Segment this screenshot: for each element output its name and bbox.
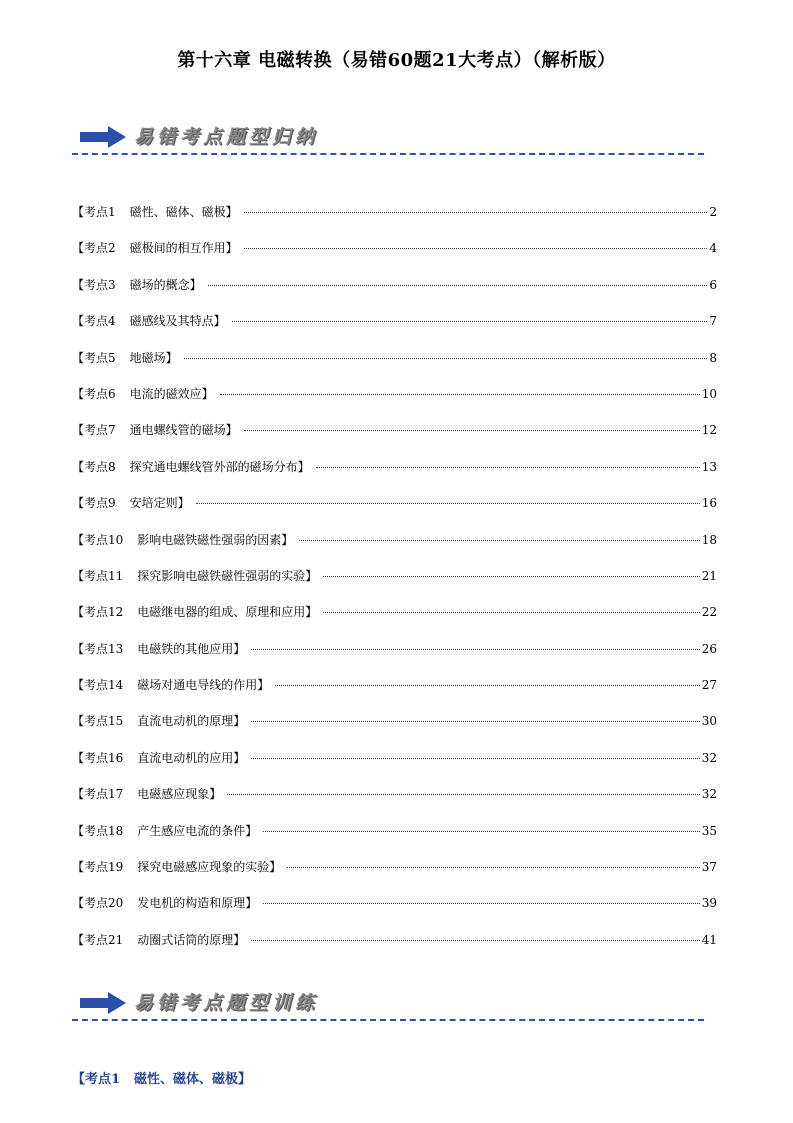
toc-page-number: 13 bbox=[701, 459, 717, 474]
section-text: 磁性、磁体、磁极】 bbox=[134, 1072, 252, 1087]
toc-entry-text: 探究影响电磁铁磁性强弱的实验】 bbox=[137, 568, 318, 583]
toc-entry-text: 动圈式话筒的原理】 bbox=[137, 932, 246, 947]
toc-entry-label bbox=[72, 494, 190, 511]
toc-entry[interactable] bbox=[72, 203, 717, 239]
toc-page-number: 27 bbox=[701, 678, 717, 693]
toc-entry-num: 【考点15 bbox=[72, 714, 124, 729]
toc-entry[interactable] bbox=[72, 349, 717, 385]
toc-entry-num: 【考点6 bbox=[72, 386, 116, 401]
toc-entry-label bbox=[72, 931, 245, 948]
toc-leader-dots bbox=[323, 612, 699, 613]
banner-divider bbox=[72, 153, 704, 155]
toc-entry-num: 【考点12 bbox=[72, 605, 124, 620]
section-heading bbox=[72, 1068, 251, 1087]
toc-page-number: 41 bbox=[701, 932, 717, 947]
toc-leader-dots bbox=[251, 940, 699, 941]
toc-entry-label bbox=[72, 894, 257, 911]
toc-entry-num: 【考点19 bbox=[72, 860, 124, 875]
toc-entry-text: 影响电磁铁磁性强弱的因素】 bbox=[137, 532, 294, 547]
document-title: 第十六章 电磁转换（易错60题21大考点）（解析版） bbox=[177, 50, 616, 71]
toc-page-number: 39 bbox=[701, 896, 717, 911]
arrow-right-icon bbox=[80, 126, 126, 148]
toc-page-number: 4 bbox=[709, 241, 717, 256]
toc-entry-label bbox=[72, 239, 238, 256]
toc-entry[interactable] bbox=[72, 312, 717, 348]
toc-page-number: 18 bbox=[701, 532, 717, 547]
section-num: 【考点1 bbox=[72, 1072, 121, 1087]
toc-entry-num: 【考点20 bbox=[72, 896, 124, 911]
toc-page-number: 35 bbox=[701, 823, 717, 838]
toc-entry-num: 【考点3 bbox=[72, 277, 116, 292]
toc-entry-text: 地磁场】 bbox=[129, 350, 178, 365]
toc-entry-text: 磁场对通电导线的作用】 bbox=[137, 678, 270, 693]
toc-entry[interactable] bbox=[72, 785, 717, 821]
toc-entry-text: 产生感应电流的条件】 bbox=[137, 823, 258, 838]
toc-entry-num: 【考点17 bbox=[72, 787, 124, 802]
toc-leader-dots bbox=[251, 649, 699, 650]
banner-summary bbox=[72, 122, 712, 152]
toc-entry[interactable] bbox=[72, 676, 717, 712]
toc-entry-label bbox=[72, 421, 238, 438]
toc-page-number: 22 bbox=[701, 605, 717, 620]
toc-entry-num: 【考点16 bbox=[72, 750, 124, 765]
toc-entry-label bbox=[72, 458, 310, 475]
toc-entry-label bbox=[72, 603, 317, 620]
toc-entry-text: 电磁铁的其他应用】 bbox=[137, 641, 246, 656]
toc-page-number: 2 bbox=[709, 205, 717, 219]
toc-entry-label bbox=[72, 385, 214, 402]
toc-entry-label bbox=[72, 276, 202, 293]
toc-leader-dots bbox=[323, 576, 699, 577]
toc-entry-text: 磁场的概念】 bbox=[129, 277, 202, 292]
toc-entry-label bbox=[72, 749, 245, 766]
toc-entry[interactable] bbox=[72, 567, 717, 603]
toc-entry-num: 【考点10 bbox=[72, 532, 124, 547]
banner-summary-text: 易错考点题型归纳 bbox=[134, 126, 319, 148]
toc-entry-num: 【考点4 bbox=[72, 314, 116, 329]
banner-divider bbox=[72, 1019, 704, 1021]
toc-entry-label bbox=[72, 567, 317, 584]
toc-leader-dots bbox=[299, 540, 699, 541]
toc-entry[interactable] bbox=[72, 931, 717, 967]
toc-entry-num: 【考点2 bbox=[72, 241, 116, 256]
toc-entry-text: 发电机的构造和原理】 bbox=[137, 896, 258, 911]
toc-entry-text: 电磁继电器的组成、原理和应用】 bbox=[137, 605, 318, 620]
toc-entry-num: 【考点8 bbox=[72, 459, 116, 474]
toc-entry-label bbox=[72, 712, 245, 729]
toc-leader-dots bbox=[316, 467, 700, 468]
toc-leader-dots bbox=[232, 321, 708, 322]
toc-entry[interactable] bbox=[72, 385, 717, 421]
toc-entry-label bbox=[72, 349, 178, 366]
toc-entry-text: 探究通电螺线管外部的磁场分布】 bbox=[129, 459, 310, 474]
toc-entry-text: 磁性、磁体、磁极】 bbox=[129, 205, 238, 219]
toc-entry-num: 【考点13 bbox=[72, 641, 124, 656]
table-of-contents bbox=[72, 203, 717, 967]
toc-entry-text: 直流电动机的应用】 bbox=[137, 750, 246, 765]
toc-leader-dots bbox=[263, 831, 699, 832]
toc-page-number: 32 bbox=[701, 750, 717, 765]
banner-training bbox=[72, 988, 712, 1018]
toc-entry-text: 通电螺线管的磁场】 bbox=[129, 423, 238, 438]
toc-entry-text: 电磁感应现象】 bbox=[137, 787, 222, 802]
toc-entry[interactable] bbox=[72, 494, 717, 530]
toc-entry-label bbox=[72, 312, 226, 329]
toc-entry[interactable] bbox=[72, 822, 717, 858]
toc-entry-label bbox=[72, 531, 293, 548]
toc-leader-dots bbox=[220, 394, 700, 395]
toc-page-number: 10 bbox=[701, 386, 717, 401]
toc-page-number: 7 bbox=[709, 314, 717, 329]
toc-entry-num: 【考点21 bbox=[72, 932, 124, 947]
banner-training-text: 易错考点题型训练 bbox=[134, 992, 319, 1014]
toc-leader-dots bbox=[184, 358, 708, 359]
toc-entry-num: 【考点7 bbox=[72, 423, 116, 438]
toc-leader-dots bbox=[275, 685, 699, 686]
toc-leader-dots bbox=[244, 212, 708, 213]
toc-page-number: 37 bbox=[701, 860, 717, 875]
toc-leader-dots bbox=[244, 248, 708, 249]
toc-leader-dots bbox=[251, 758, 699, 759]
toc-entry-text: 直流电动机的原理】 bbox=[137, 714, 246, 729]
toc-entry-text: 探究电磁感应现象的实验】 bbox=[137, 860, 282, 875]
arrow-right-icon bbox=[80, 992, 126, 1014]
toc-page-number: 26 bbox=[701, 641, 717, 656]
toc-leader-dots bbox=[263, 903, 699, 904]
toc-entry-label bbox=[72, 203, 238, 220]
toc-leader-dots bbox=[287, 867, 699, 868]
toc-leader-dots bbox=[196, 503, 700, 504]
toc-leader-dots bbox=[244, 430, 700, 431]
toc-entry[interactable] bbox=[72, 712, 717, 748]
toc-entry-num: 【考点1 bbox=[72, 205, 116, 219]
toc-leader-dots bbox=[208, 285, 708, 286]
toc-entry-text: 磁极间的相互作用】 bbox=[129, 241, 238, 256]
toc-entry-num: 【考点11 bbox=[72, 568, 124, 583]
toc-entry-text: 电流的磁效应】 bbox=[129, 386, 214, 401]
toc-leader-dots bbox=[251, 721, 699, 722]
toc-page-number: 32 bbox=[701, 787, 717, 802]
toc-entry-label bbox=[72, 640, 245, 657]
toc-entry-num: 【考点14 bbox=[72, 678, 124, 693]
toc-entry[interactable] bbox=[72, 749, 717, 785]
toc-entry[interactable] bbox=[72, 458, 717, 494]
toc-page-number: 30 bbox=[701, 714, 717, 729]
toc-page-number: 16 bbox=[701, 496, 717, 511]
toc-entry-label bbox=[72, 785, 221, 802]
toc-entry-num: 【考点18 bbox=[72, 823, 124, 838]
toc-entry[interactable] bbox=[72, 531, 717, 567]
toc-entry-num: 【考点9 bbox=[72, 496, 116, 511]
toc-page-number: 8 bbox=[709, 350, 717, 365]
toc-page-number: 12 bbox=[701, 423, 717, 438]
toc-page-number: 21 bbox=[701, 568, 717, 583]
toc-leader-dots bbox=[227, 794, 699, 795]
toc-page-number: 6 bbox=[709, 277, 717, 292]
toc-entry-label bbox=[72, 858, 281, 875]
toc-entry[interactable] bbox=[72, 640, 717, 676]
toc-entry-text: 磁感线及其特点】 bbox=[129, 314, 226, 329]
toc-entry[interactable] bbox=[72, 603, 717, 639]
toc-entry[interactable] bbox=[72, 858, 717, 894]
toc-entry-label bbox=[72, 676, 269, 693]
toc-entry[interactable] bbox=[72, 894, 717, 930]
toc-entry-text: 安培定则】 bbox=[129, 496, 190, 511]
toc-entry[interactable] bbox=[72, 276, 717, 312]
toc-entry-label bbox=[72, 822, 257, 839]
toc-entry-num: 【考点5 bbox=[72, 350, 116, 365]
toc-entry[interactable] bbox=[72, 239, 717, 275]
toc-entry[interactable] bbox=[72, 421, 717, 457]
